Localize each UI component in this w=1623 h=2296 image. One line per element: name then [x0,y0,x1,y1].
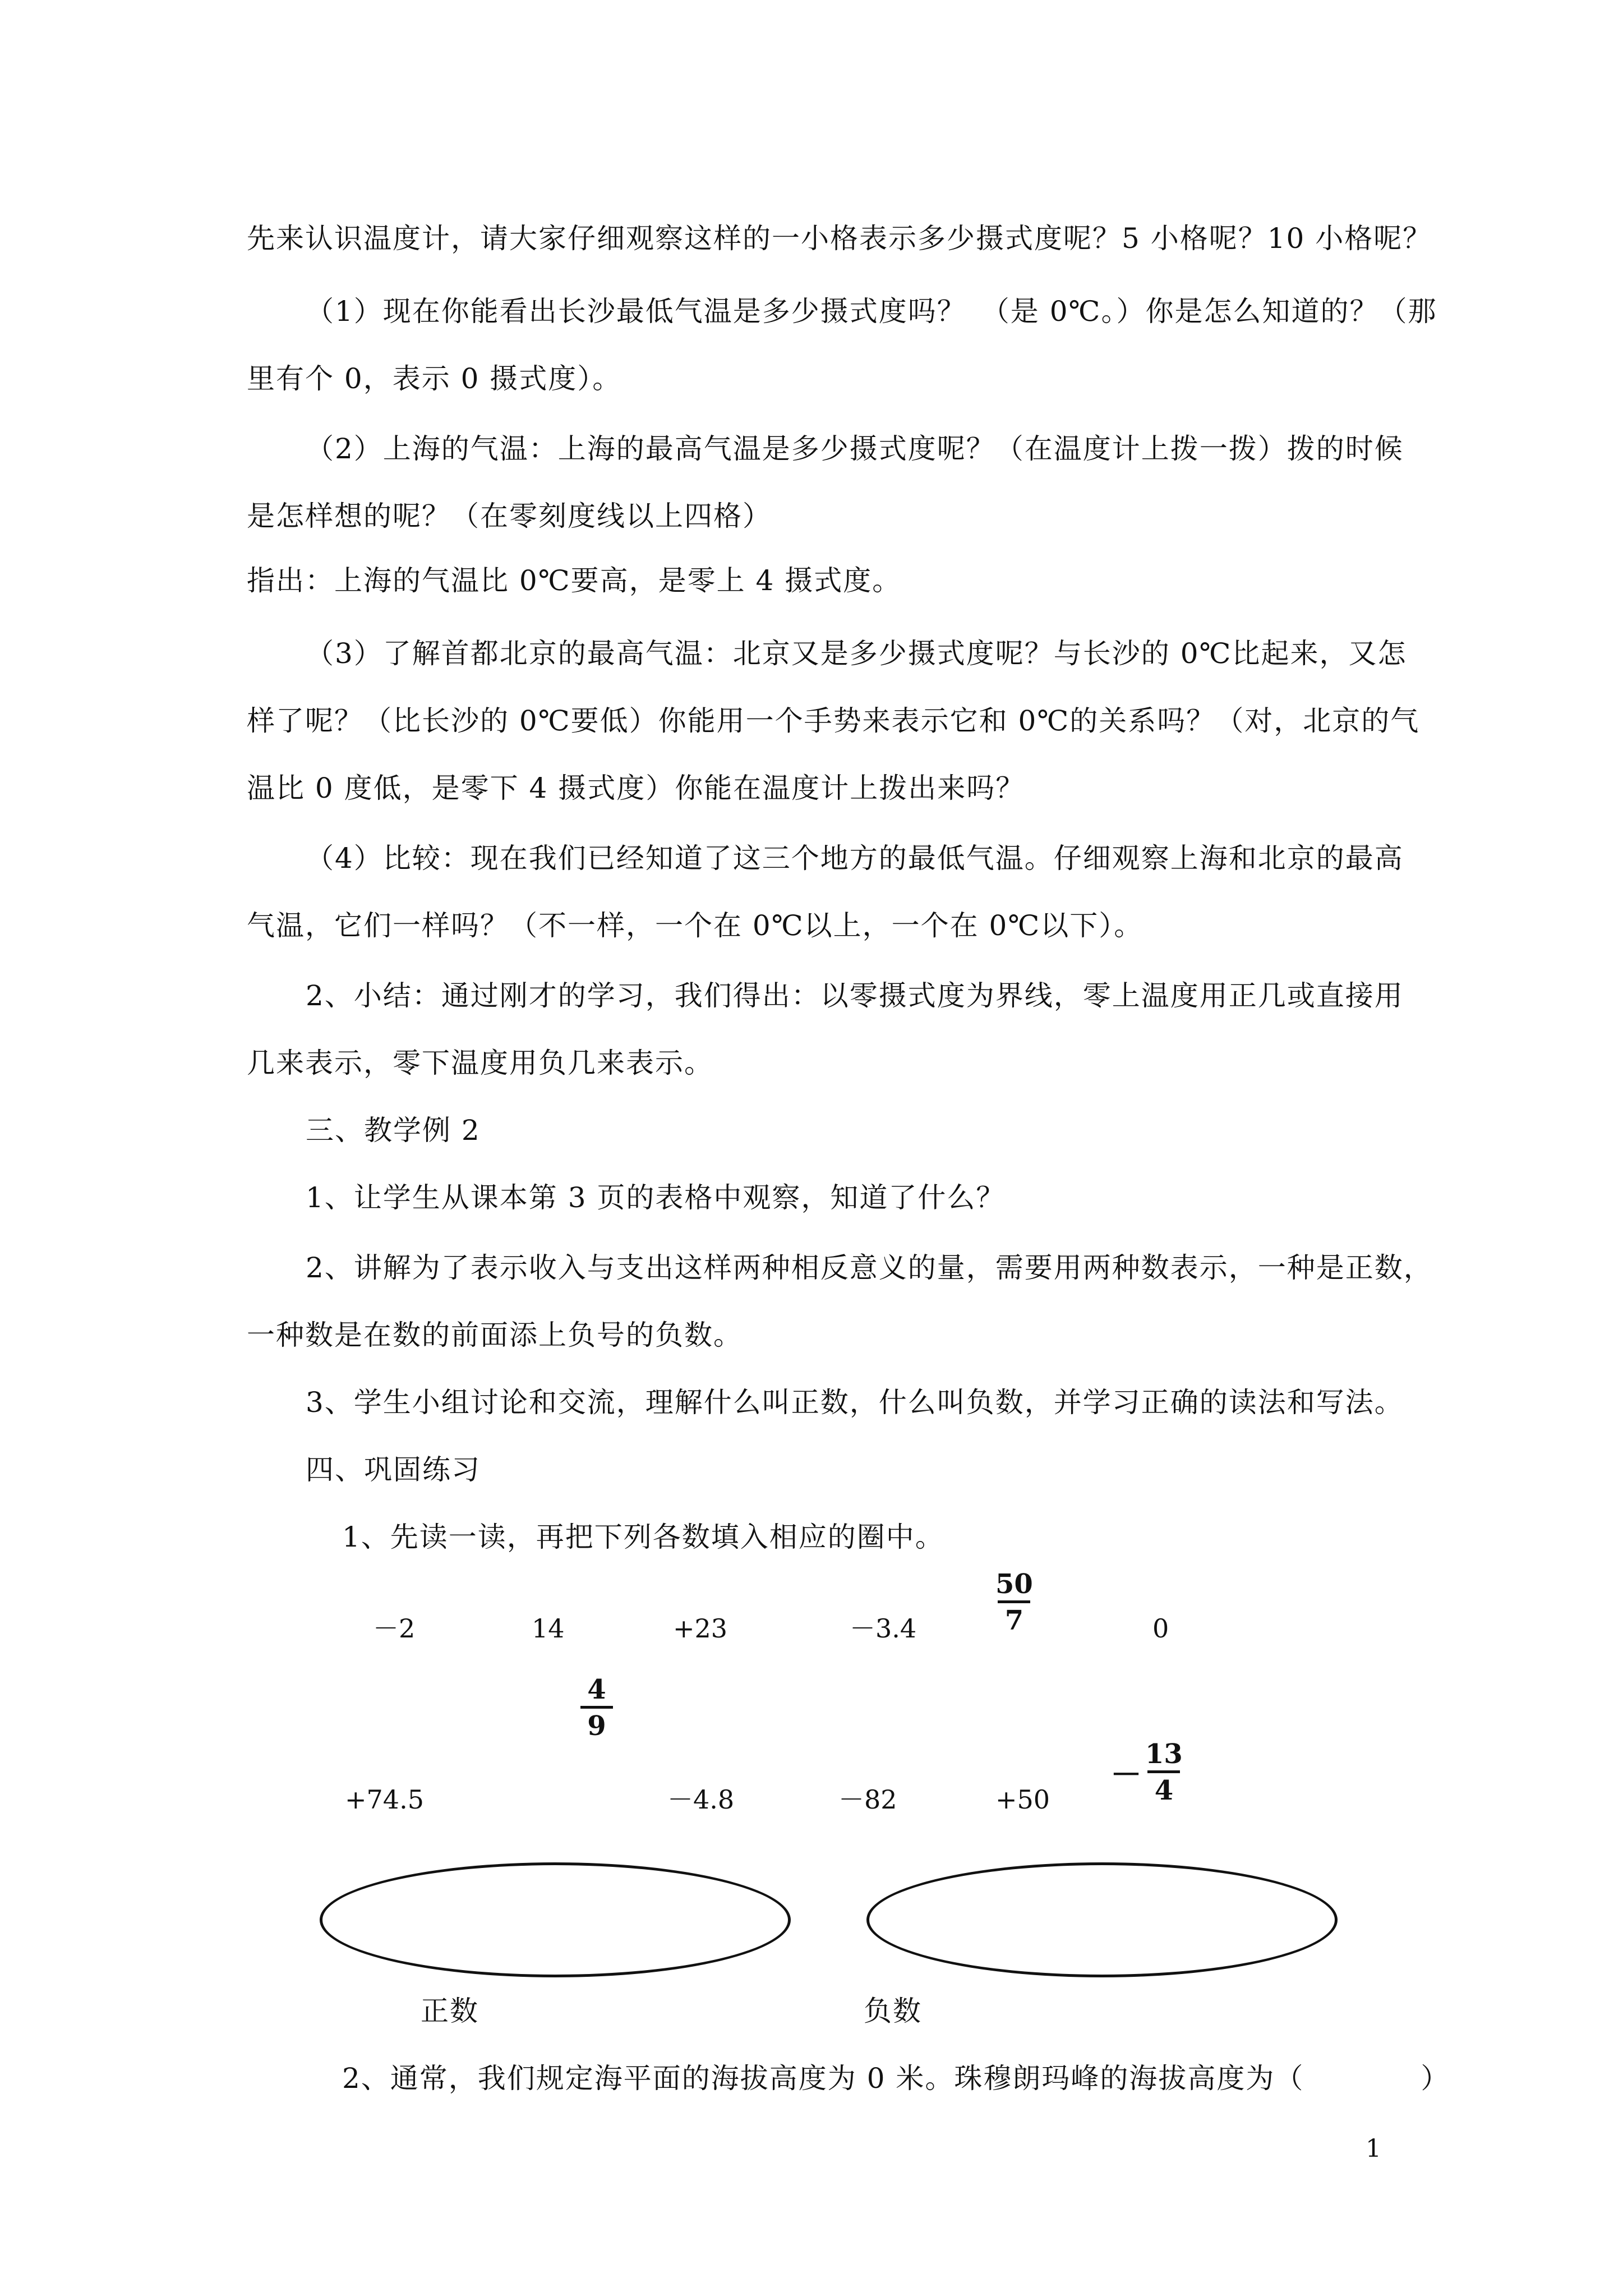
paragraph-intro: 先来认识温度计，请大家仔细观察这样的一小格表示多少摄式度呢？5 小格呢？10 小格呢？ [247,222,1432,255]
fraction-13-4 [1145,1739,1183,1806]
fraction-denominator: 9 [587,1710,606,1742]
paragraph-point-out: 指出：上海的气温比 0℃要高，是零上 4 摄式度。 [247,564,902,597]
number-item: －2 [373,1613,416,1644]
paragraph-step3: 3、学生小组讨论和交流，理解什么叫正数，什么叫负数，并学习正确的读法和写法。 [306,1386,1404,1419]
negative-numbers-circle[interactable] [866,1862,1338,1977]
fraction-numerator: 4 [587,1674,606,1705]
section-heading-practice: 四、巩固练习 [306,1453,481,1486]
number-item: －3.4 [850,1613,917,1644]
paragraph-step2-line1: 2、讲解为了表示收入与支出这样两种相反意义的量，需要用两种数表示，一种是正数， [306,1251,1433,1284]
number-item: 14 [532,1613,565,1644]
paragraph-q4-line2: 气温，它们一样吗？（不一样，一个在 0℃以上，一个在 0℃以下）。 [247,909,1144,942]
number-item: +74.5 [345,1784,424,1815]
negative-numbers-label: 负数 [864,1995,922,2027]
paragraph-q2-line2: 是怎样想的呢？（在零刻度线以上四格） [247,500,772,532]
number-item: －82 [838,1784,897,1815]
fraction-denominator: 7 [1004,1605,1024,1636]
paragraph-q3-line1: （3）了解首都北京的最高气温：北京又是多少摄式度呢？与长沙的 0℃比起来，又怎 [306,637,1407,670]
paragraph-step2-line2: 一种数是在数的前面添上负号的负数。 [247,1319,743,1351]
positive-numbers-label: 正数 [421,1995,479,2027]
exercise-2-question: 2、通常，我们规定海平面的海拔高度为 0 米。珠穆朗玛峰的海拔高度为（ ） [342,2062,1450,2095]
minus-sign: － [1110,1756,1142,1793]
paragraph-summary-line2: 几来表示，零下温度用负几来表示。 [247,1047,713,1079]
paragraph-q1-line1: （1）现在你能看出长沙最低气温是多少摄式度吗？ （是 0℃。）你是怎么知道的？（那 [306,295,1437,328]
section-heading-example2: 三、教学例 2 [306,1114,481,1147]
number-item: －4.8 [667,1784,735,1815]
fraction-negative-13-4 [1110,1739,1183,1806]
fraction-bar [1147,1770,1180,1773]
paragraph-q1-line2: 里有个 0，表示 0 摄式度）。 [247,362,622,395]
fraction-denominator: 4 [1154,1775,1174,1806]
fraction-numerator: 13 [1145,1738,1183,1770]
number-item: +50 [995,1784,1050,1815]
positive-numbers-circle[interactable] [320,1862,791,1977]
paragraph-summary-line1: 2、小结：通过刚才的学习，我们得出：以零摄式度为界线，零上温度用正几或直接用 [306,979,1404,1012]
paragraph-step1: 1、让学生从课本第 3 页的表格中观察，知道了什么？ [306,1181,1006,1214]
fraction-4-9 [580,1674,613,1741]
paragraph-q3-line3: 温比 0 度低，是零下 4 摄式度）你能在温度计上拨出来吗？ [247,772,1025,804]
paragraph-q4-line1: （4）比较：现在我们已经知道了这三个地方的最低气温。仔细观察上海和北京的最高 [306,842,1404,875]
fraction-numerator: 50 [995,1568,1033,1600]
page-number: 1 [1366,2134,1381,2163]
paragraph-q3-line2: 样了呢？（比长沙的 0℃要低）你能用一个手势来表示它和 0℃的关系吗？（对，北京的气 [247,705,1420,737]
fraction-bar [998,1600,1030,1603]
exercise-1-instruction: 1、先读一读，再把下列各数填入相应的圈中。 [342,1521,944,1553]
paragraph-q2-line1: （2）上海的气温：上海的最高气温是多少摄式度呢？（在温度计上拨一拨）拨的时候 [306,432,1404,465]
number-item: 0 [1152,1613,1169,1644]
number-item: +23 [673,1613,728,1644]
fraction-50-7 [995,1569,1033,1636]
fraction-bar [580,1706,613,1709]
